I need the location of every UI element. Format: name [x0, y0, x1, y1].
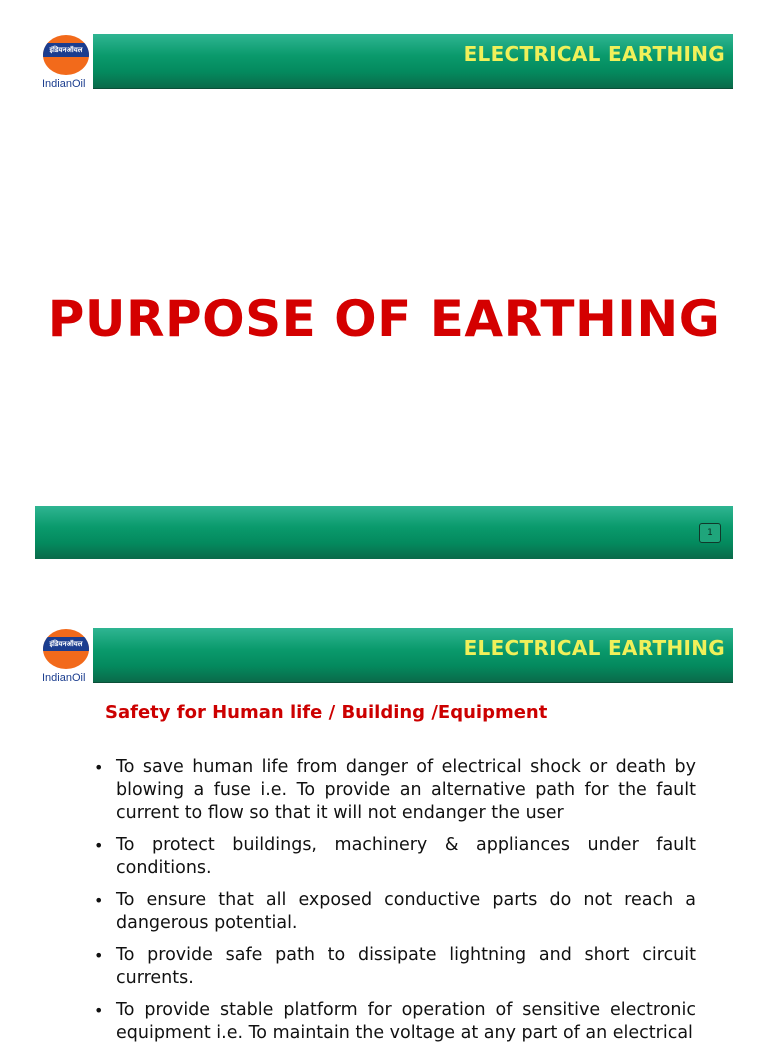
bullet-text: To protect buildings, machinery & appliances under fault conditions.: [116, 835, 696, 878]
bullet-text: To ensure that all exposed conductive parts do not reach a dangerous potential.: [116, 890, 696, 933]
bullet-icon: •: [94, 946, 104, 965]
logo-disc: [43, 629, 89, 669]
section-subtitle: Safety for Human life / Building /Equipment: [105, 702, 548, 723]
bullet-item: [94, 889, 696, 935]
bullet-text: To provide stable platform for operation of sensitive electronic equipment i.e. To maintain the voltage at any part of an electrical: [116, 1000, 696, 1043]
header-banner: [93, 34, 733, 89]
banner-title: ELECTRICAL EARTHING: [463, 42, 725, 66]
logo-disc: [43, 35, 89, 75]
bullet-text: To provide safe path to dissipate lightning and short circuit currents.: [116, 945, 696, 988]
bullet-text: To save human life from danger of electrical shock or death by blowing a fuse i.e. To provide an alternative path for the fault current to flow so that it will not endanger the user: [116, 757, 696, 823]
bullet-icon: •: [94, 891, 104, 910]
footer-bar: [35, 506, 733, 559]
bullet-item: [94, 834, 696, 880]
bullet-list: [94, 756, 696, 1054]
indianoil-logo: [42, 34, 92, 90]
header-banner: [93, 628, 733, 683]
bullet-item: [94, 999, 696, 1045]
bullet-icon: •: [94, 758, 104, 777]
bullet-item: [94, 944, 696, 990]
bullet-icon: •: [94, 836, 104, 855]
logo-name: IndianOil: [42, 672, 86, 684]
page-number: 1: [699, 523, 721, 543]
bullet-item: [94, 756, 696, 825]
logo-hindi-text: इंडियनऑयल: [43, 637, 89, 651]
slide-2: [0, 594, 768, 1043]
logo-name: IndianOil: [42, 78, 86, 90]
indianoil-logo: [42, 628, 92, 684]
banner-title: ELECTRICAL EARTHING: [463, 636, 725, 660]
slide-title: PURPOSE OF EARTHING: [47, 290, 721, 348]
logo-hindi-text: इंडियनऑयल: [43, 43, 89, 57]
bullet-icon: •: [94, 1001, 104, 1020]
